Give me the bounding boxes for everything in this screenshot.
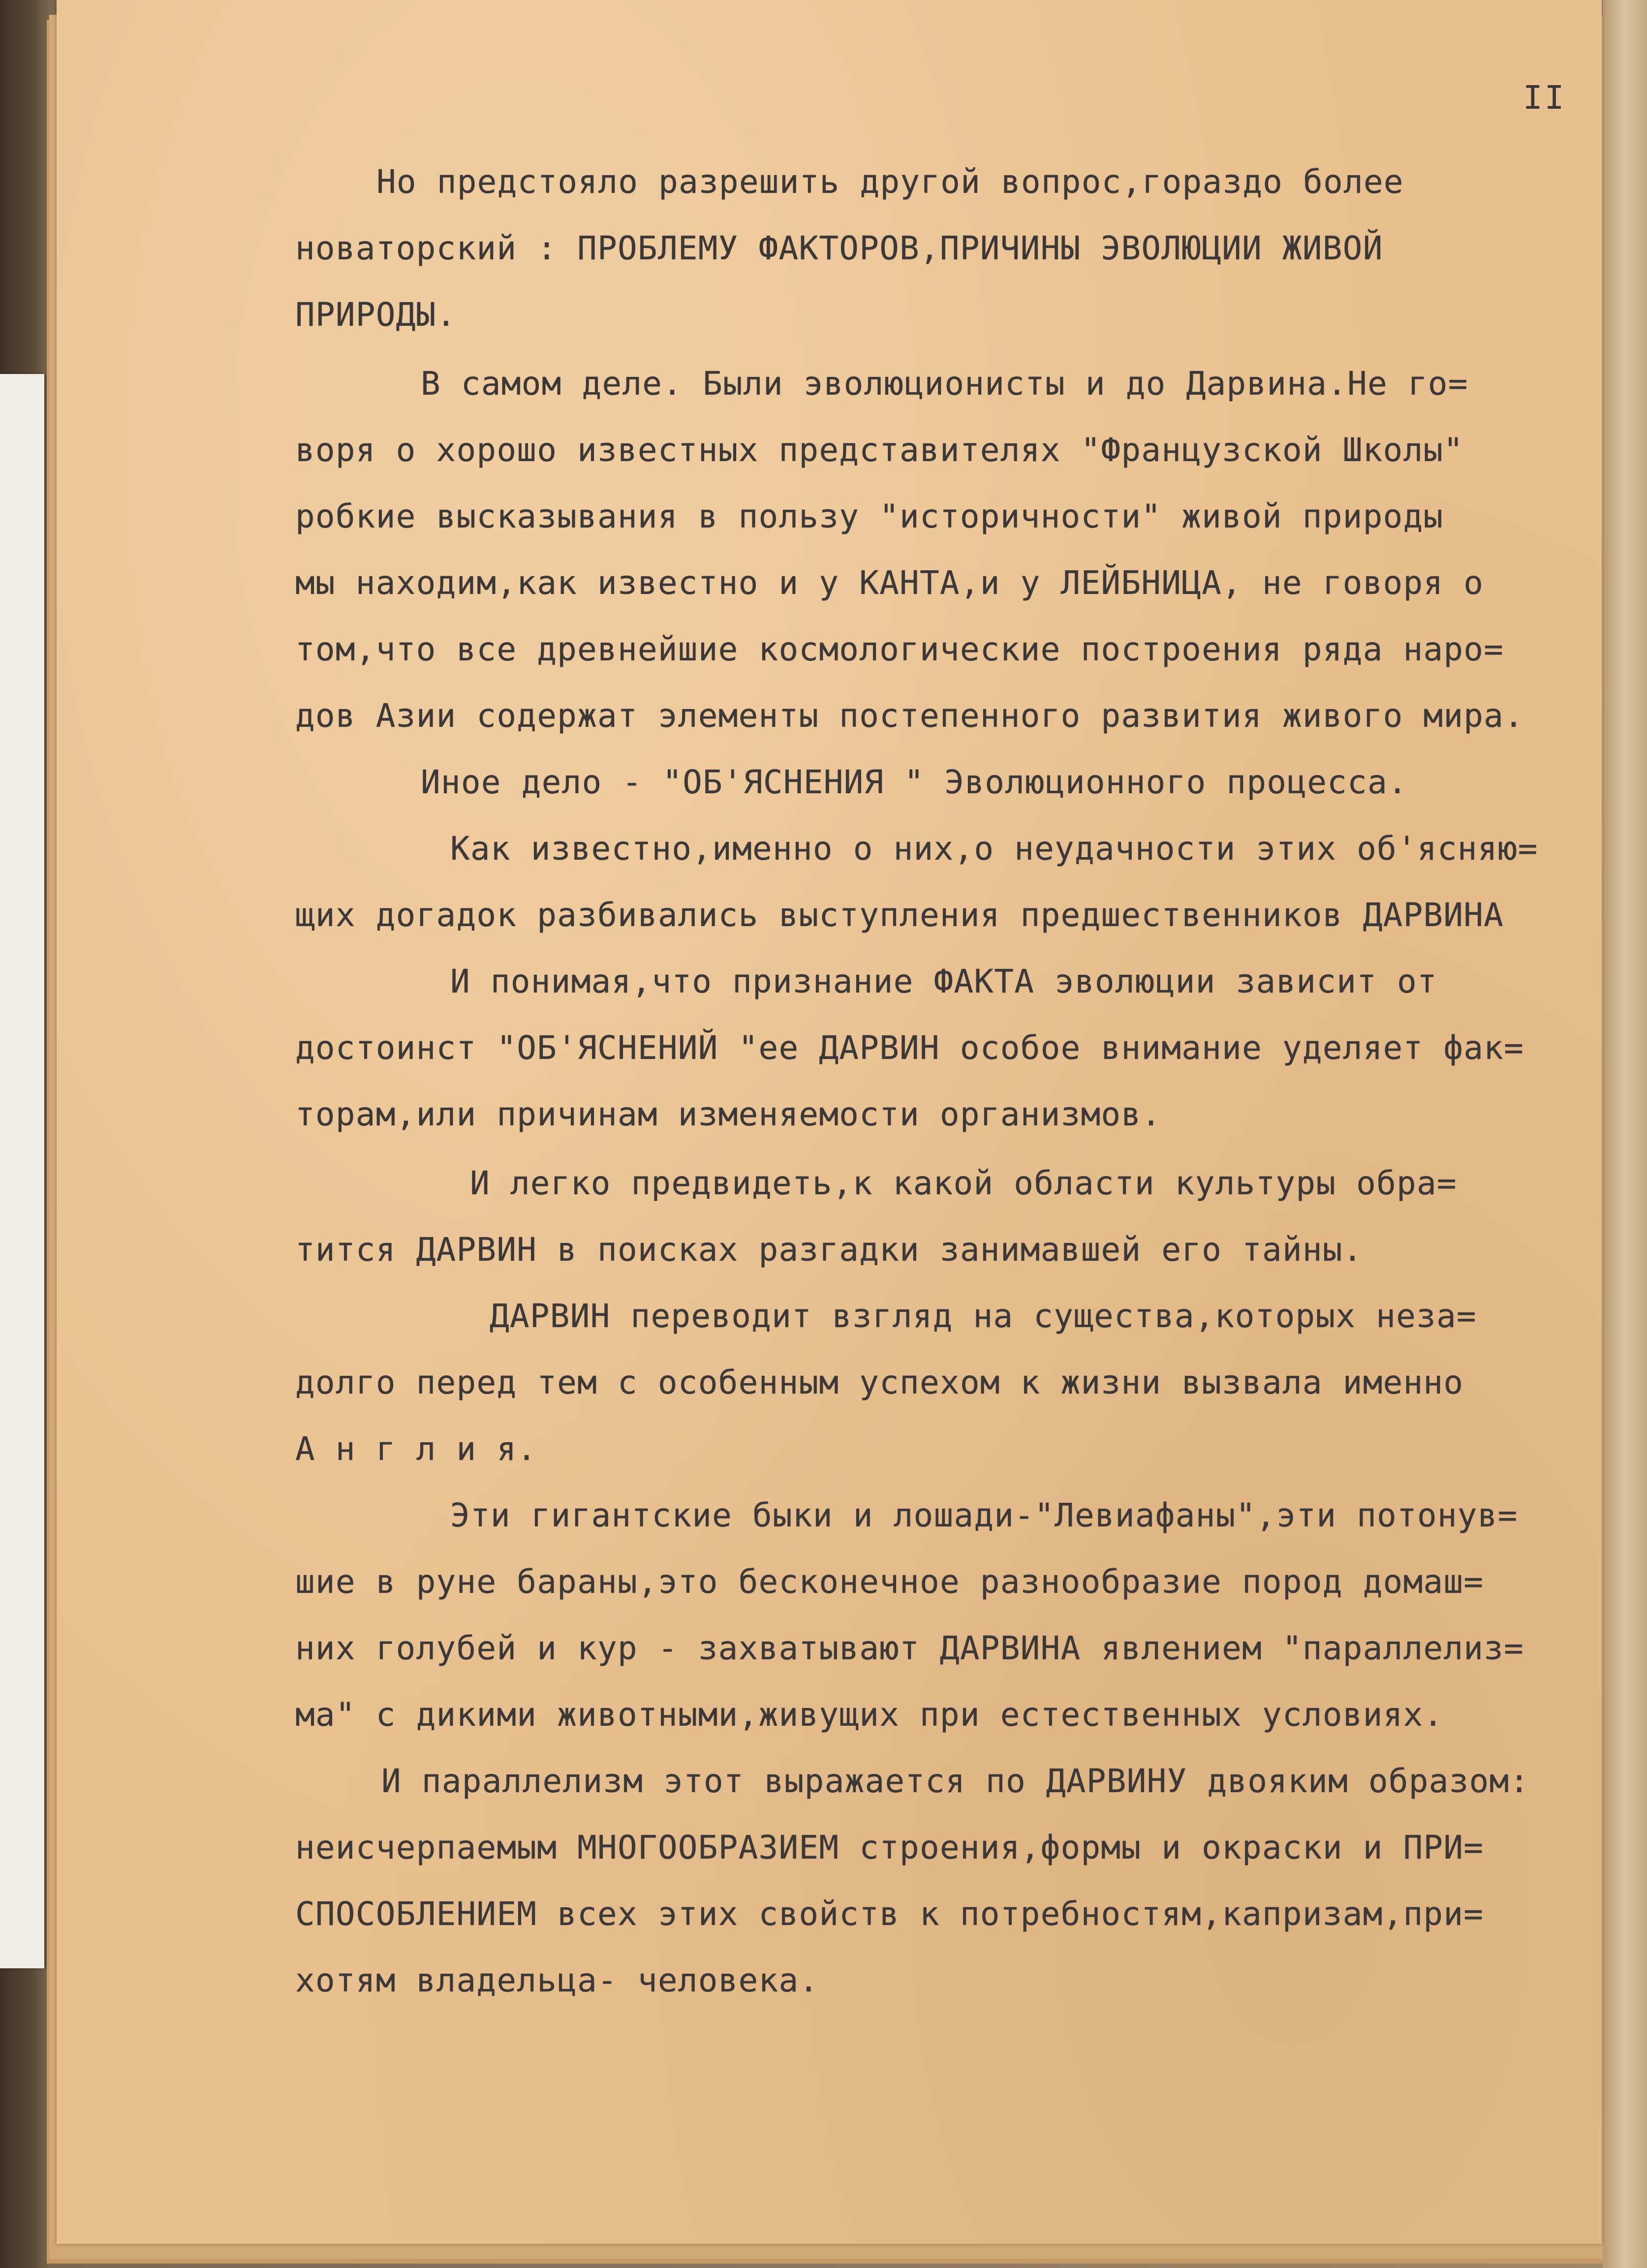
text-line: Иное дело - "ОБ'ЯСНЕНИЯ " Эволюционного процесса.	[421, 763, 1408, 801]
text-line: В самом деле. Были эволюционисты и до Дарвина.Не го=	[421, 365, 1468, 403]
text-line: воря о хорошо известных представителях "Французской Школы"	[295, 431, 1464, 469]
text-line: И параллелизм этот выражается по ДАРВИНУ двояким образом:	[381, 1762, 1530, 1800]
text-line: Но предстояло разрешить другой вопрос,гораздо более	[376, 163, 1404, 201]
left-paper-strip	[0, 374, 44, 1968]
text-line: Как известно,именно о них,о неудачности этих об'ясняю=	[450, 830, 1538, 868]
text-line: мы находим,как известно и у КАНТА,и у ЛЕЙБНИЦА, не говоря о	[295, 564, 1484, 602]
text-line: неисчерпаемым МНОГООБРАЗИЕМ строения,формы и окраски и ПРИ=	[295, 1829, 1484, 1866]
text-line: хотям владельца- человека.	[295, 1961, 819, 1999]
typewritten-page	[57, 0, 1602, 2244]
text-line: ДАРВИН переводит взгляд на существа,которых неза=	[490, 1297, 1477, 1335]
text-line: СПОСОБЛЕНИЕМ всех этих свойств к потребностям,капризам,при=	[295, 1895, 1484, 1933]
page-number: II	[1523, 79, 1566, 117]
text-line: А н г л и я.	[295, 1430, 537, 1468]
text-line: новаторский : ПРОБЛЕМУ ФАКТОРОВ,ПРИЧИНЫ ЭВОЛЮЦИИ ЖИВОЙ	[295, 229, 1383, 267]
text-line: ПРИРОДЫ.	[295, 296, 457, 334]
text-line: робкие высказывания в пользу "историчности" живой природы	[295, 497, 1444, 535]
text-line: И понимая,что признание ФАКТА эволюции зависит от	[450, 963, 1437, 1000]
text-line: Эти гигантские быки и лошади-"Левиафаны",эти потонув=	[450, 1496, 1518, 1534]
text-line: долго перед тем с особенным успехом к жизни вызвала именно	[295, 1364, 1464, 1401]
text-line: торам,или причинам изменяемости организмов.	[295, 1095, 1162, 1133]
text-line: достоинст "ОБ'ЯСНЕНИЙ "ее ДАРВИН особое внимание уделяет фак=	[295, 1029, 1524, 1067]
right-page-edges	[1603, 0, 1647, 2268]
text-line: дов Азии содержат элементы постепенного развития живого мира.	[295, 697, 1524, 735]
text-line: шие в руне бараны,это бесконечное разнообразие пород домаш=	[295, 1563, 1484, 1601]
text-line: тится ДАРВИН в поисках разгадки занимавшей его тайны.	[295, 1231, 1363, 1269]
text-line: И легко предвидеть,к какой области культуры обра=	[470, 1164, 1457, 1202]
text-line: них голубей и кур - захватывают ДАРВИНА явлением "параллелиз=	[295, 1629, 1524, 1667]
text-line: ма" с дикими животными,живущих при естественных условиях.	[295, 1696, 1444, 1734]
text-line: щих догадок разбивались выступления предшественников ДАРВИНА	[295, 896, 1504, 934]
text-line: том,что все древнейшие космологические построения ряда наро=	[295, 630, 1504, 668]
